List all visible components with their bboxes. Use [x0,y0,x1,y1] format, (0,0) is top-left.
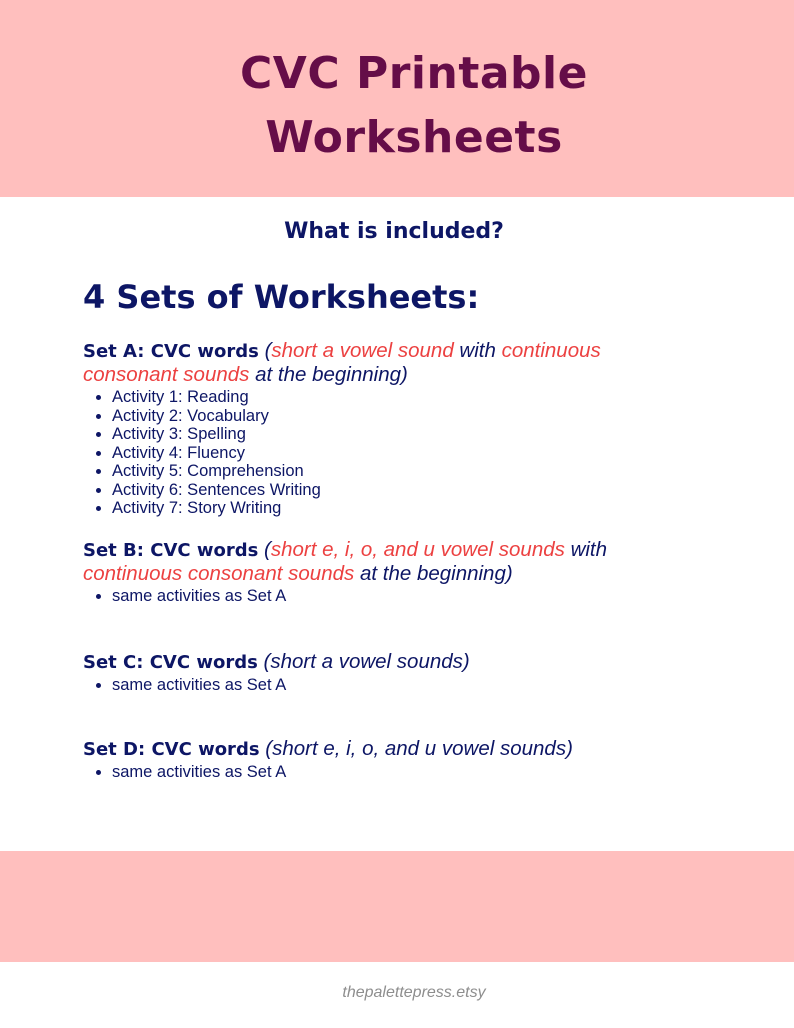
set-description [260,737,573,760]
set-d-section [83,737,683,782]
footer-band [0,851,794,962]
activity-item: • Activity 5: Comprehension [112,462,683,481]
description-text: ( [258,538,271,561]
activity-item: • Activity 6: Sentences Writing [112,481,683,500]
set-label: Set B: CVC words [83,540,259,561]
activity-item: • same activities as Set A [112,676,683,695]
activity-list [83,587,683,606]
highlighted-phrase: continuous consonant sounds [83,339,601,386]
activity-list [83,388,683,518]
header-band [0,0,794,197]
page-title-line-1: CVC Printable [240,48,588,99]
activity-item: • same activities as Set A [112,763,683,782]
activity-item: • Activity 2: Vocabulary [112,407,683,426]
activity-item: • Activity 7: Story Writing [112,499,683,518]
set-b-section [83,538,683,606]
set-label: Set A: CVC words [83,341,259,362]
description-text: (short e, i, o, and u vowel sounds) [259,737,573,760]
set-heading [83,737,683,761]
set-heading [83,339,683,386]
set-heading [83,538,683,585]
activity-item: • Activity 4: Fluency [112,444,683,463]
set-heading [83,650,683,674]
shop-credit: thepalettepress.etsy [342,984,486,1001]
set-c-section [83,650,683,695]
set-label: Set D: CVC words [83,739,260,760]
highlighted-phrase: continuous consonant sounds [83,562,355,585]
activity-list [83,676,683,695]
description-text: with [453,339,502,362]
activity-item: • Activity 1: Reading [112,388,683,407]
activity-list [83,763,683,782]
sets-heading: 4 Sets of Worksheets: [83,278,480,316]
highlighted-phrase: short e, i, o, and u vowel sounds [270,538,565,561]
set-label: Set C: CVC words [83,652,258,673]
page-title-line-2: Worksheets [265,112,563,163]
description-text: (short a vowel sounds) [257,650,470,673]
subtitle: What is included? [284,219,504,244]
set-a-section [83,339,683,518]
description-text: ( [258,339,272,362]
description-text: with [564,538,608,561]
page-title [0,42,794,170]
description-text: at the beginning) [249,363,408,386]
highlighted-phrase: short a vowel sound [271,339,454,362]
set-description [258,650,470,673]
activity-item: • same activities as Set A [112,587,683,606]
activity-item: • Activity 3: Spelling [112,425,683,444]
description-text: at the beginning) [354,562,513,585]
